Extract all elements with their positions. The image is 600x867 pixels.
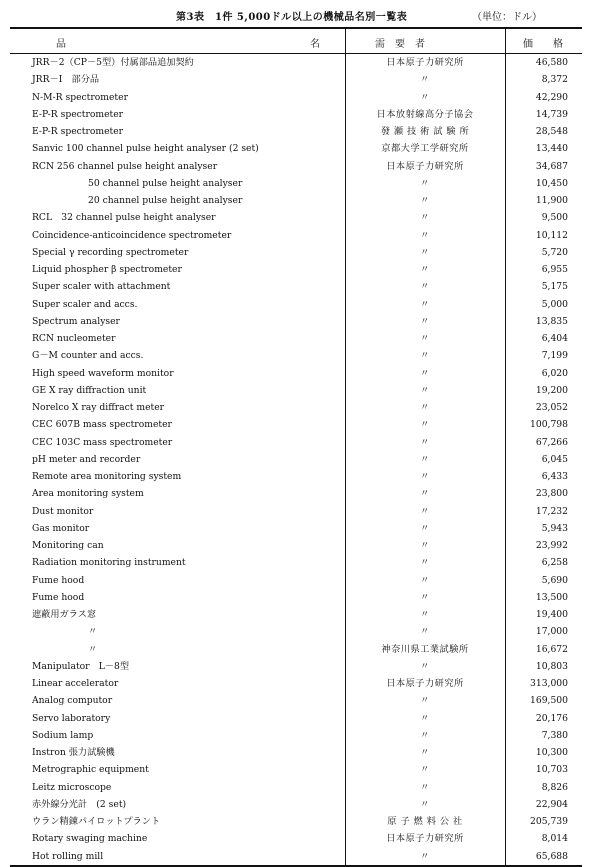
header-name-left: 品: [56, 39, 66, 50]
price: 8,826: [541, 781, 568, 793]
price: 6,045: [541, 453, 568, 465]
price: 14,739: [535, 108, 568, 120]
price: 169,500: [530, 695, 568, 707]
item-name: Super scaler and accs.: [32, 298, 138, 310]
item-name: Super scaler with attachment: [32, 281, 171, 293]
table-row: [10, 520, 582, 537]
item-name: Radiation monitoring instrument: [32, 557, 186, 569]
table-row: [10, 468, 582, 485]
item-name: Norelco X ray diffract meter: [32, 402, 165, 413]
item-name: Area monitoring system: [32, 488, 144, 500]
item-name: 50 channel pulse height analyser: [88, 177, 243, 189]
price: 5,720: [541, 246, 568, 258]
buyer: 〃: [420, 660, 430, 672]
buyer: 〃: [420, 74, 430, 86]
table-row: [10, 675, 582, 692]
data-table: [10, 27, 582, 867]
price: 23,992: [535, 540, 568, 551]
table-row: [10, 416, 582, 433]
buyer: 〃: [420, 626, 430, 638]
price: 9,500: [541, 212, 568, 224]
buyer: 〃: [420, 315, 430, 327]
item-name: N-M-R spectrometer: [32, 91, 128, 103]
item-name: RCL 32 channel pulse height analyser: [32, 212, 216, 224]
item-name: E-P-R spectrometer: [32, 108, 124, 120]
item-name: Special γ recording spectrometer: [32, 246, 189, 258]
buyer: 〃: [420, 764, 430, 776]
table-row: [10, 261, 582, 278]
buyer: 〃: [420, 505, 430, 517]
price: 5,690: [541, 574, 568, 586]
table-row: [10, 434, 582, 451]
buyer: 京都大学工学研究所: [381, 143, 469, 155]
price: 313,000: [530, 678, 568, 689]
buyer: 發 瀬 技 術 試 験 所: [380, 126, 470, 137]
buyer: 〃: [420, 367, 430, 379]
buyer: 〃: [420, 798, 430, 810]
table-row: [10, 365, 582, 382]
item-name: 〃: [88, 643, 98, 655]
item-name: Fume hood: [32, 591, 85, 603]
table-row: [10, 330, 582, 347]
buyer: 〃: [420, 333, 430, 344]
buyer: 〃: [420, 212, 430, 224]
item-name: JRR－I 部分品: [32, 74, 100, 86]
price: 13,440: [535, 143, 568, 155]
table-row: [10, 313, 582, 330]
buyer: 〃: [420, 609, 430, 620]
price: 7,199: [541, 350, 568, 362]
price: 10,803: [535, 660, 568, 672]
table-row: [10, 796, 582, 813]
item-name: Monitoring can: [32, 540, 104, 551]
buyer: 〃: [420, 384, 430, 396]
buyer: 〃: [420, 453, 430, 465]
buyer: 〃: [420, 436, 430, 448]
table-body: [10, 54, 582, 865]
table-row: [10, 744, 582, 761]
item-name: Spectrum analyser: [32, 315, 120, 327]
table-row: [10, 158, 582, 175]
table-row: [10, 658, 582, 675]
table-row: [10, 641, 582, 658]
table-row: [10, 278, 582, 295]
table-row: [10, 54, 582, 71]
item-name: JRR－2（CP－5型）付属部品追加契約: [32, 57, 194, 68]
buyer: 〃: [420, 695, 430, 707]
price: 5,943: [541, 522, 568, 534]
buyer: 〃: [420, 488, 430, 500]
buyer: 神奈川県工業試験所: [381, 643, 469, 655]
price: 16,672: [535, 643, 568, 655]
item-name: pH meter and recorder: [32, 453, 141, 465]
item-name: CEC 103C mass spectrometer: [32, 436, 173, 448]
table-row: [10, 554, 582, 571]
table-row: [10, 830, 582, 847]
price: 10,450: [535, 177, 568, 189]
table-row: [10, 192, 582, 209]
table-row: [10, 106, 582, 123]
buyer: 日本原子力研究所: [386, 678, 464, 689]
item-name: CEC 607B mass spectrometer: [32, 419, 172, 431]
header-price: 価 格: [523, 39, 563, 50]
buyer: 〃: [420, 781, 430, 793]
price: 13,500: [535, 591, 568, 603]
price: 23,800: [535, 488, 568, 500]
table-row: [10, 451, 582, 468]
item-name: RCN 256 channel pulse height analyser: [32, 160, 218, 172]
table-row: [10, 382, 582, 399]
buyer: 〃: [420, 281, 430, 293]
buyer: 〃: [420, 195, 430, 206]
item-name: 〃: [88, 626, 98, 638]
buyer: 〃: [420, 350, 430, 362]
buyer: 〃: [420, 419, 430, 431]
buyer: 〃: [420, 591, 430, 603]
item-name: Metrographic equipment: [32, 764, 149, 776]
price: 10,112: [535, 229, 568, 241]
price: 11,900: [535, 195, 568, 206]
price: 22,904: [535, 798, 568, 810]
price: 42,290: [535, 91, 568, 103]
buyer: 日本原子力研究所: [386, 833, 464, 845]
header-name-right: 名: [310, 39, 320, 50]
item-name: Liquid phospher β spectrometer: [32, 264, 182, 275]
item-name: Dust monitor: [32, 505, 94, 517]
buyer: 原 子 燃 料 公 社: [387, 816, 463, 827]
item-name: Coincidence-anticoincidence spectrometer: [32, 229, 232, 241]
buyer: 〃: [420, 712, 430, 724]
item-name: Rotary swaging machine: [32, 833, 148, 845]
price: 17,000: [535, 626, 568, 638]
table-row: [10, 692, 582, 709]
table-row: [10, 296, 582, 313]
price: 17,232: [535, 505, 568, 517]
price: 5,175: [541, 281, 568, 293]
item-name: G－M counter and accs.: [32, 350, 144, 362]
item-name: Remote area monitoring system: [32, 471, 182, 482]
table-row: [10, 485, 582, 502]
price: 8,014: [541, 833, 568, 845]
table-row: [10, 710, 582, 727]
item-name: Sodium lamp: [32, 729, 94, 741]
price: 46,580: [535, 57, 568, 68]
item-name: Linear accelerator: [32, 678, 119, 689]
item-name: 20 channel pulse height analyser: [88, 195, 243, 206]
table-row: [10, 503, 582, 520]
buyer: 〃: [420, 574, 430, 586]
buyer: 〃: [420, 522, 430, 534]
buyer: 日本原子力研究所: [386, 57, 464, 68]
buyer: 〃: [420, 264, 430, 275]
price: 6,020: [541, 367, 568, 379]
table-row: [10, 727, 582, 744]
table-row: [10, 71, 582, 88]
price: 6,404: [541, 333, 568, 344]
buyer: 日本放射線高分子協会: [376, 108, 474, 120]
table-row: [10, 623, 582, 640]
price: 28,548: [535, 126, 568, 137]
table-header: [10, 29, 582, 54]
buyer: 〃: [420, 729, 430, 741]
item-name: E-P-R spectrometer: [32, 126, 124, 137]
price: 205,739: [530, 816, 568, 827]
buyer: 〃: [420, 747, 430, 758]
table-row: [10, 606, 582, 623]
price: 8,372: [541, 74, 568, 86]
table-row: [10, 140, 582, 157]
header-buyer: 需 要 者: [375, 39, 425, 50]
table-row: [10, 848, 582, 865]
item-name: ウラン精錬パイロットプラント: [32, 816, 161, 827]
buyer: 〃: [420, 91, 430, 103]
table-row: [10, 399, 582, 416]
price: 19,200: [535, 384, 568, 396]
item-name: Servo laboratory: [32, 712, 111, 724]
price: 6,955: [541, 264, 568, 275]
buyer: 〃: [420, 471, 430, 482]
table-row: [10, 779, 582, 796]
buyer: 〃: [420, 177, 430, 189]
item-name: High speed waveform monitor: [32, 367, 174, 379]
price: 100,798: [530, 419, 568, 431]
item-name: Manipulator L－8型: [32, 660, 130, 672]
table-row: [10, 761, 582, 778]
table-row: [10, 244, 582, 261]
buyer: 〃: [420, 557, 430, 569]
table-row: [10, 89, 582, 106]
price: 23,052: [535, 402, 568, 413]
table-row: [10, 347, 582, 364]
item-name: Leitz microscope: [32, 781, 112, 793]
unit-label: （単位：ドル）: [472, 12, 542, 23]
price: 5,000: [541, 298, 568, 310]
table-row: [10, 227, 582, 244]
price: 6,258: [541, 557, 568, 569]
item-name: Analog computor: [32, 695, 113, 707]
table-row: [10, 123, 582, 140]
item-name: 遮蔽用ガラス窓: [32, 609, 97, 620]
item-name: 赤外線分光計 (2 set): [32, 798, 127, 810]
item-name: Fume hood: [32, 574, 85, 586]
buyer: 〃: [420, 540, 430, 551]
price: 65,688: [535, 850, 568, 862]
price: 19,400: [535, 609, 568, 620]
table-row: [10, 589, 582, 606]
table-row: [10, 209, 582, 226]
buyer: 〃: [420, 298, 430, 310]
price: 7,380: [541, 729, 568, 741]
item-name: RCN nucleometer: [32, 333, 116, 344]
price: 20,176: [535, 712, 568, 724]
price: 13,835: [535, 315, 568, 327]
price: 6,433: [541, 471, 568, 482]
buyer: 〃: [420, 402, 430, 413]
table-row: [10, 537, 582, 554]
buyer: 〃: [420, 850, 430, 862]
buyer: 日本原子力研究所: [386, 160, 464, 172]
item-name: Hot rolling mill: [32, 850, 104, 862]
buyer: 〃: [420, 246, 430, 258]
price: 10,703: [535, 764, 568, 776]
item-name: GE X ray diffraction unit: [32, 384, 147, 396]
item-name: Sanvic 100 channel pulse height analyser (2 set): [32, 143, 259, 155]
item-name: Gas monitor: [32, 522, 90, 534]
table-row: [10, 175, 582, 192]
table-row: [10, 813, 582, 830]
price: 10,300: [535, 747, 568, 758]
buyer: 〃: [420, 229, 430, 241]
price: 34,687: [535, 160, 568, 172]
table-row: [10, 572, 582, 589]
table-title: 第3表 1件 5,000ドル以上の機械品名別一覧表: [176, 12, 408, 23]
item-name: Instron 張力試験機: [32, 747, 115, 758]
table-title-bar: [0, 6, 600, 24]
price: 67,266: [535, 436, 568, 448]
